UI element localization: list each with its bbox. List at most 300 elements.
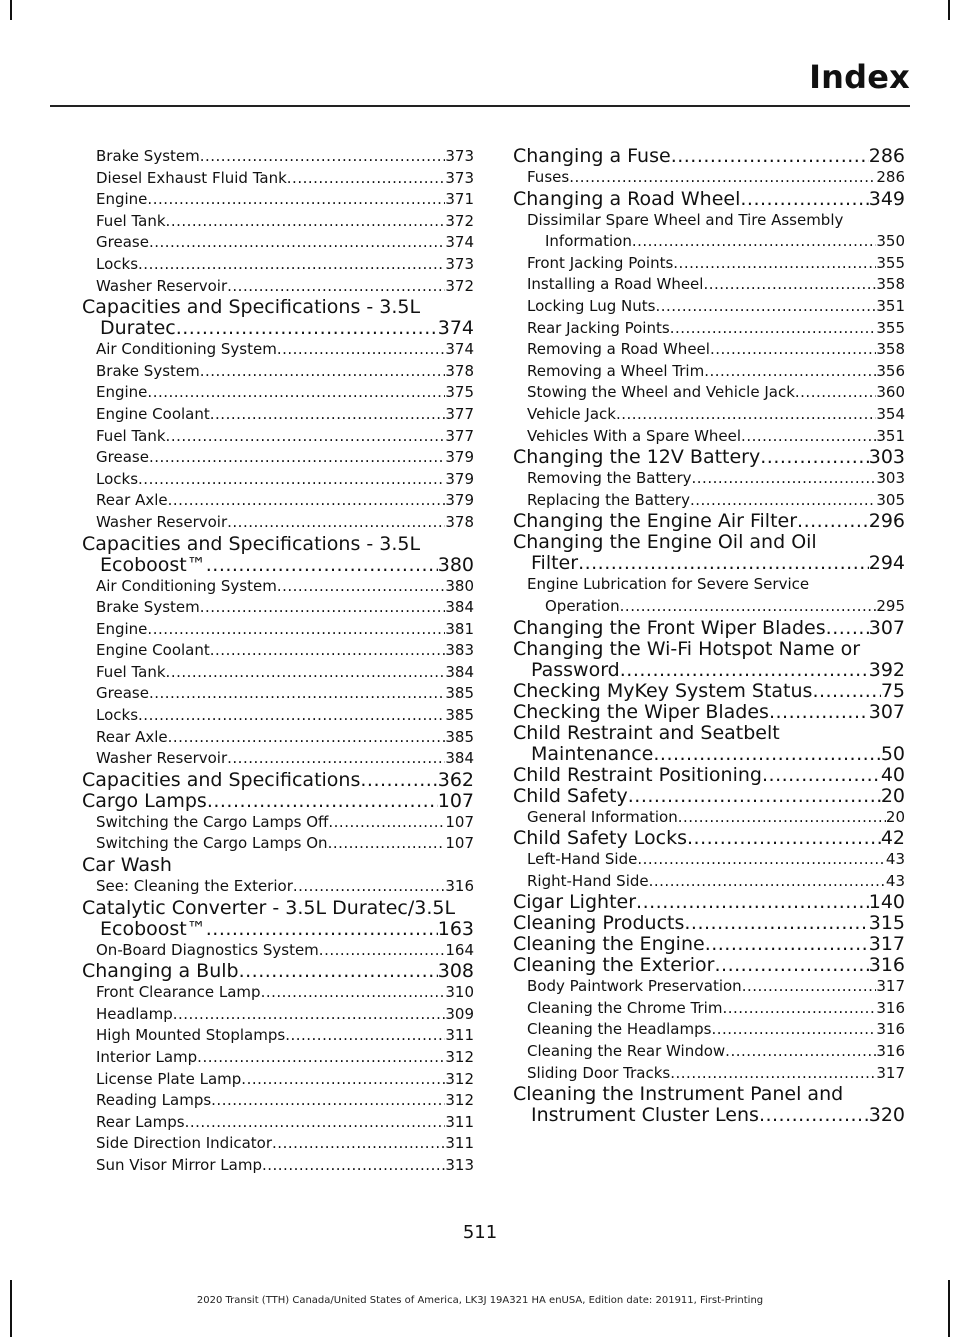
index-entry-page: 379 — [445, 448, 474, 467]
index-heading[interactable] — [513, 618, 905, 639]
index-entry-label: Side Direction Indicator — [96, 1134, 273, 1153]
leader-dots — [328, 812, 445, 834]
index-heading[interactable] — [82, 770, 474, 791]
index-subentry[interactable] — [82, 597, 474, 619]
index-entry-label: Rear Lamps — [96, 1112, 185, 1131]
index-entry-page: 349 — [868, 187, 905, 210]
leader-dots — [147, 382, 445, 404]
leader-dots — [569, 167, 876, 189]
index-entry-page: 317 — [876, 977, 905, 996]
index-entry-page: 140 — [868, 891, 905, 914]
index-entry-page: 377 — [445, 426, 474, 445]
page-number: 511 — [462, 1222, 498, 1243]
leader-dots — [578, 553, 869, 574]
index-heading[interactable] — [82, 961, 474, 982]
leader-dots — [742, 976, 877, 998]
index-entry-label: Changing a Fuse — [513, 145, 671, 167]
index-entry-page: 313 — [445, 1155, 474, 1174]
index-entry-label: Child Safety — [513, 784, 628, 807]
index-entry-label: Password — [531, 658, 620, 681]
index-subentry[interactable] — [82, 576, 474, 598]
index-heading[interactable] — [513, 934, 905, 955]
leader-dots — [166, 426, 446, 448]
index-entry-label: Cleaning the Rear Window — [527, 1042, 726, 1061]
index-subentry[interactable] — [82, 361, 474, 383]
index-entry-label: Removing a Road Wheel — [527, 340, 710, 359]
index-entry-page: 350 — [876, 232, 905, 251]
index-subentry[interactable] — [82, 490, 474, 512]
leader-dots — [687, 828, 881, 849]
index-subentry[interactable] — [82, 146, 474, 168]
crop-mark-top-left — [10, 0, 12, 20]
index-entry-page: 43 — [885, 871, 905, 890]
index-entry-page: 351 — [876, 426, 905, 445]
index-entry-page: 315 — [868, 912, 905, 935]
index-entry-page: 20 — [880, 784, 905, 807]
leader-dots — [147, 189, 445, 211]
leader-dots — [710, 339, 876, 361]
leader-dots — [649, 871, 886, 893]
index-entry-label: Ecoboost™ — [100, 917, 206, 940]
index-entry-page: 312 — [445, 1091, 474, 1110]
index-entry-label: Engine — [96, 383, 148, 402]
index-entry-label: Engine — [96, 190, 148, 209]
leader-dots — [637, 849, 886, 871]
index-entry-label: On-Board Diagnostics System — [96, 940, 319, 959]
crop-mark-bottom-right — [948, 1280, 950, 1337]
index-heading[interactable] — [513, 553, 905, 574]
index-entry-label: Removing the Battery — [527, 469, 692, 488]
index-heading[interactable] — [513, 511, 905, 532]
leader-dots — [690, 490, 876, 512]
header-rule — [50, 105, 910, 107]
index-subentry[interactable] — [82, 683, 474, 705]
index-entry-page: 311 — [445, 1026, 474, 1045]
index-heading[interactable] — [513, 1105, 905, 1126]
index-entry-label: Information — [545, 232, 632, 251]
index-subentry[interactable] — [82, 1004, 474, 1026]
index-entry-label: Engine — [96, 619, 148, 638]
leader-dots — [684, 913, 868, 934]
leader-dots — [168, 490, 446, 512]
index-heading-line1: Changing the Engine Oil and Oil — [513, 531, 817, 554]
index-entry-label: Front Clearance Lamp — [96, 983, 261, 1002]
index-entry-label: Rear Axle — [96, 727, 168, 746]
index-entry-label: Child Restraint Positioning — [513, 763, 762, 786]
leader-dots — [797, 511, 869, 532]
leader-dots — [206, 919, 438, 940]
index-subentry[interactable] — [513, 596, 905, 618]
index-entry-label: Brake System — [96, 147, 200, 165]
index-entry-label: Cleaning the Engine — [513, 933, 705, 956]
leader-dots — [210, 404, 446, 426]
index-entry-label: Cleaning the Chrome Trim — [527, 998, 723, 1017]
leader-dots — [211, 1090, 445, 1112]
index-subentry[interactable] — [82, 512, 474, 534]
index-entry-label: Front Jacking Points — [527, 253, 674, 272]
index-entry-label: Brake System — [96, 361, 200, 380]
index-heading[interactable] — [82, 555, 474, 576]
index-entry-page: 43 — [885, 850, 905, 869]
index-entry-label: Brake System — [96, 598, 200, 617]
index-entry-page: 40 — [880, 763, 905, 786]
index-entry-label: Stowing the Wheel and Vehicle Jack — [527, 383, 795, 402]
index-subentry[interactable] — [82, 727, 474, 749]
index-entry-page: 351 — [876, 296, 905, 315]
leader-dots — [200, 146, 446, 168]
leader-dots — [200, 597, 446, 619]
index-entry-label: Diesel Exhaust Fluid Tank — [96, 168, 287, 187]
index-subentry[interactable] — [82, 705, 474, 727]
index-subentry[interactable] — [82, 469, 474, 491]
index-subentry[interactable] — [513, 404, 905, 426]
index-entry-page: 377 — [445, 404, 474, 423]
index-entry-page: 378 — [445, 361, 474, 380]
index-entry-label: Air Conditioning System — [96, 340, 277, 359]
index-entry-label: Interior Lamp — [96, 1048, 198, 1066]
index-entry-page: 374 — [437, 317, 474, 340]
index-subentry[interactable] — [82, 447, 474, 469]
index-entry-label: Removing a Wheel Trim — [527, 361, 705, 380]
index-entry-label: Washer Reservoir — [96, 749, 228, 768]
index-entry-page: 20 — [885, 807, 905, 826]
index-entry-label: Ecoboost™ — [100, 553, 206, 576]
index-entry-label: General Information — [527, 807, 678, 826]
leader-dots — [197, 1047, 445, 1069]
index-entry-page: 385 — [445, 684, 474, 703]
leader-dots — [759, 1105, 869, 1126]
index-entry-label: Locks — [96, 706, 139, 725]
index-subentry-line1: Engine Lubrication for Severe Service — [527, 575, 810, 594]
index-entry-page: 50 — [880, 742, 905, 765]
index-subentry[interactable] — [82, 812, 474, 834]
index-heading[interactable] — [513, 892, 905, 913]
leader-dots — [138, 469, 445, 491]
leader-dots — [703, 274, 876, 296]
leader-dots — [261, 982, 446, 1004]
index-subentry[interactable] — [513, 1019, 905, 1041]
index-entry-label: Installing a Road Wheel — [527, 275, 704, 294]
index-entry-page: 295 — [876, 596, 905, 615]
index-entry-label: Washer Reservoir — [96, 276, 228, 295]
index-subentry[interactable] — [82, 1047, 474, 1069]
leader-dots — [227, 748, 445, 770]
index-entry-page: 317 — [876, 1063, 905, 1082]
leader-dots — [762, 765, 881, 786]
index-entry-label: Engine Coolant — [96, 404, 210, 423]
index-entry-label: Cigar Lighter — [513, 891, 637, 914]
index-subentry[interactable] — [513, 468, 905, 490]
leader-dots — [206, 555, 438, 576]
leader-dots — [200, 361, 446, 383]
index-subentry[interactable] — [513, 339, 905, 361]
index-subentry[interactable] — [513, 849, 905, 871]
leader-dots — [272, 1133, 445, 1155]
index-subentry[interactable] — [82, 404, 474, 426]
index-entry-page: 356 — [876, 361, 905, 380]
index-subentry-line1: Dissimilar Spare Wheel and Tire Assembly — [527, 210, 844, 229]
leader-dots — [760, 447, 869, 468]
index-entry-page: 294 — [868, 552, 905, 575]
index-entry-label: Vehicles With a Spare Wheel — [527, 426, 742, 445]
index-entry-label: Sliding Door Tracks — [527, 1063, 671, 1082]
index-entry-page: 316 — [876, 998, 905, 1017]
index-entry-label: Grease — [96, 233, 149, 252]
index-subentry[interactable] — [82, 1090, 474, 1112]
index-entry-label: Headlamp — [96, 1004, 173, 1023]
index-entry-page: 358 — [876, 275, 905, 294]
index-subentry[interactable] — [82, 189, 474, 211]
index-subentry[interactable] — [82, 1112, 474, 1134]
leader-dots — [704, 361, 876, 383]
index-entry-label: Child Safety Locks — [513, 827, 688, 850]
index-subentry[interactable] — [82, 619, 474, 641]
index-entry-page: 355 — [876, 318, 905, 337]
index-entry-page: 383 — [445, 641, 474, 660]
index-entry-page: 375 — [445, 383, 474, 402]
index-entry-label: Changing the Engine Air Filter — [513, 510, 798, 533]
index-subentry[interactable] — [513, 1041, 905, 1063]
index-entry-label: Operation — [545, 596, 620, 615]
index-subentry[interactable] — [513, 167, 905, 189]
index-heading[interactable] — [82, 318, 474, 339]
index-entry-page: 360 — [876, 383, 905, 402]
leader-dots — [741, 426, 876, 448]
index-entry-page: 307 — [868, 616, 905, 639]
index-entry-label: Changing a Road Wheel — [513, 187, 741, 210]
index-subentry[interactable] — [82, 982, 474, 1004]
index-heading[interactable] — [513, 765, 905, 786]
index-entry-page: 311 — [445, 1134, 474, 1153]
index-entry-page: 379 — [445, 469, 474, 488]
index-heading[interactable] — [82, 919, 474, 940]
index-heading[interactable] — [513, 744, 905, 765]
leader-dots — [227, 276, 445, 298]
index-entry-page: 316 — [868, 954, 905, 977]
leader-dots — [185, 1112, 446, 1134]
index-subentry[interactable] — [82, 382, 474, 404]
index-entry-label: Cargo Lamps — [82, 789, 207, 812]
index-subentry[interactable] — [82, 426, 474, 448]
index-subentry[interactable] — [513, 274, 905, 296]
index-heading[interactable] — [513, 702, 905, 723]
index-subentry[interactable] — [513, 1063, 905, 1085]
index-entry-label: Cleaning the Headlamps — [527, 1020, 712, 1039]
index-subentry[interactable] — [513, 318, 905, 340]
leader-dots — [360, 770, 437, 791]
index-subentry[interactable] — [82, 168, 474, 190]
index-entry-label: Fuel Tank — [96, 662, 166, 681]
index-entry-label: Grease — [96, 448, 149, 467]
index-entry-label: Checking the Wiper Blades — [513, 700, 769, 723]
index-subentry[interactable] — [82, 232, 474, 254]
index-subentry[interactable] — [82, 662, 474, 684]
index-entry-label: Instrument Cluster Lens — [531, 1104, 759, 1127]
index-entry-label: Reading Lamps — [96, 1091, 212, 1110]
index-entry-page: 384 — [445, 598, 474, 617]
index-entry-label: Grease — [96, 684, 149, 703]
index-subentry[interactable] — [82, 1025, 474, 1047]
index-entry-page: 380 — [445, 576, 474, 595]
index-entry-label: Duratec — [100, 317, 176, 340]
index-entry-page: 309 — [445, 1004, 474, 1023]
index-entry-page: 316 — [876, 1020, 905, 1039]
index-entry-label: Switching the Cargo Lamps On — [96, 834, 328, 853]
index-heading[interactable] — [82, 791, 474, 812]
leader-dots — [725, 1041, 876, 1063]
index-entry-label: High Mounted Stoplamps — [96, 1026, 286, 1045]
index-entry-page: 373 — [445, 147, 474, 165]
leader-dots — [671, 146, 869, 167]
index-subentry[interactable] — [513, 426, 905, 448]
index-entry-page: 317 — [868, 933, 905, 956]
index-entry-page: 308 — [437, 960, 474, 983]
leader-dots — [769, 702, 869, 723]
index-entry-page: 305 — [876, 490, 905, 509]
index-entry-page: 374 — [445, 340, 474, 359]
index-entry-label: Changing a Bulb — [82, 960, 239, 983]
leader-dots — [328, 833, 446, 855]
index-subentry[interactable] — [513, 382, 905, 404]
leader-dots — [692, 468, 877, 490]
index-heading[interactable] — [513, 447, 905, 468]
leader-dots — [277, 339, 446, 361]
index-subentry[interactable] — [82, 1133, 474, 1155]
index-subentry[interactable] — [82, 833, 474, 855]
index-heading[interactable] — [513, 955, 905, 976]
leader-dots — [239, 961, 438, 982]
index-entry-label: Rear Axle — [96, 491, 168, 510]
index-subentry[interactable] — [513, 490, 905, 512]
index-heading[interactable] — [513, 913, 905, 934]
index-entry-page: 107 — [437, 789, 474, 812]
index-subentry[interactable] — [513, 998, 905, 1020]
index-entry-page: 107 — [445, 812, 474, 831]
index-entry-page: 381 — [445, 619, 474, 638]
index-subentry[interactable] — [82, 1155, 474, 1177]
index-heading[interactable] — [513, 189, 905, 210]
leader-dots — [166, 211, 446, 233]
leader-dots — [319, 940, 446, 962]
index-subentry[interactable] — [82, 276, 474, 298]
leader-dots — [616, 404, 876, 426]
index-heading[interactable] — [513, 786, 905, 807]
leader-dots — [711, 1019, 876, 1041]
leader-dots — [207, 791, 438, 812]
index-entry-label: Switching the Cargo Lamps Off — [96, 812, 329, 831]
index-subentry[interactable] — [513, 253, 905, 275]
index-subentry[interactable] — [513, 976, 905, 998]
index-subentry[interactable] — [513, 231, 905, 253]
leader-dots — [147, 619, 445, 641]
index-entry-page: 303 — [876, 469, 905, 488]
page-title: Index — [809, 58, 910, 96]
index-entry-label: Locks — [96, 469, 139, 488]
index-entry-page: 392 — [868, 658, 905, 681]
leader-dots — [138, 705, 445, 727]
index-subentry[interactable] — [513, 296, 905, 318]
index-entry-page: 316 — [445, 877, 474, 896]
index-heading[interactable] — [513, 681, 905, 702]
index-entry-page: 385 — [445, 706, 474, 725]
index-entry-label: Right-Hand Side — [527, 871, 649, 890]
index-subentry[interactable] — [82, 640, 474, 662]
index-entry-label: Engine Coolant — [96, 641, 210, 660]
index-subentry[interactable] — [82, 254, 474, 276]
leader-dots — [812, 681, 880, 702]
leader-dots — [168, 727, 446, 749]
index-heading[interactable] — [513, 660, 905, 681]
index-entry-page: 355 — [876, 253, 905, 272]
index-entry-label: Locking Lug Nuts — [527, 296, 656, 315]
leader-dots — [636, 892, 869, 913]
index-heading[interactable] — [513, 828, 905, 849]
edition-footer: 2020 Transit (TTH) Canada/United States of America, LK3J 19A321 HA enUSA, Edition date: 201911, First-Printing — [196, 1295, 764, 1306]
leader-dots — [138, 254, 445, 276]
leader-dots — [740, 189, 868, 210]
index-subentry[interactable] — [513, 871, 905, 893]
leader-dots — [262, 1155, 445, 1177]
leader-dots — [620, 660, 869, 681]
index-entry-label: License Plate Lamp — [96, 1069, 242, 1088]
index-entry-page: 385 — [445, 727, 474, 746]
crop-mark-bottom-left — [10, 1280, 12, 1337]
index-entry-label: Filter — [531, 552, 579, 575]
index-entry-label: Air Conditioning System — [96, 576, 277, 595]
index-entry-label: Washer Reservoir — [96, 512, 228, 531]
index-subentry[interactable] — [82, 940, 474, 962]
index-entry-page: 296 — [868, 510, 905, 533]
index-entry-page: 286 — [876, 168, 905, 186]
index-subentry[interactable] — [513, 807, 905, 829]
index-entry-label: Fuses — [527, 168, 570, 186]
index-entry-label: Fuel Tank — [96, 426, 166, 445]
leader-dots — [210, 640, 446, 662]
leader-dots — [795, 382, 876, 404]
index-heading-line1: Changing the Wi-Fi Hotspot Name or — [513, 637, 861, 660]
index-subentry[interactable] — [82, 748, 474, 770]
leader-dots — [714, 955, 868, 976]
index-entry-page: 75 — [880, 679, 905, 702]
index-entry-label: Body Paintwork Preservation — [527, 977, 742, 996]
leader-dots — [149, 447, 445, 469]
leader-dots — [653, 744, 880, 765]
index-entry-page: 320 — [868, 1104, 905, 1127]
index-subentry[interactable] — [82, 876, 474, 898]
index-entry-page: 311 — [445, 1112, 474, 1131]
index-subentry[interactable] — [82, 1069, 474, 1091]
index-subentry[interactable] — [82, 211, 474, 233]
leader-dots — [670, 318, 877, 340]
index-entry-label: Cleaning the Exterior — [513, 954, 715, 977]
index-entry-page: 312 — [445, 1048, 474, 1066]
crop-mark-top-right — [948, 0, 950, 20]
leader-dots — [670, 1063, 876, 1085]
index-entry-page: 374 — [445, 233, 474, 252]
index-subentry[interactable] — [82, 339, 474, 361]
index-entry-page: 316 — [876, 1042, 905, 1061]
leader-dots — [620, 596, 877, 618]
index-entry-page: 107 — [445, 834, 474, 853]
leader-dots — [655, 296, 876, 318]
leader-dots — [705, 934, 869, 955]
index-entry-page: 163 — [437, 917, 474, 940]
index-subentry[interactable] — [513, 361, 905, 383]
index-entry-page: 373 — [445, 254, 474, 273]
index-entry-label: Replacing the Battery — [527, 490, 690, 509]
index-entry-label: Changing the 12V Battery — [513, 446, 761, 469]
index-heading[interactable] — [513, 146, 905, 167]
